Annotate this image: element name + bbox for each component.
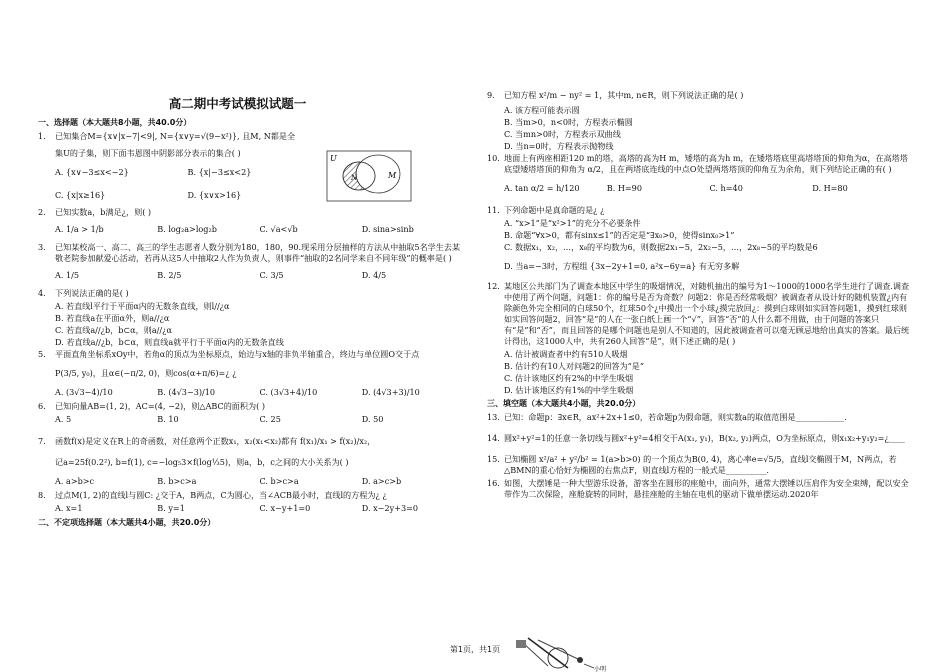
question-1-options-ab: A. {x∨−3≤x<−2} B. {x|−3≤x<2} [55, 167, 252, 177]
question-9-option-b: B. 当m>0，n<0时，方程表示椭圆 [504, 117, 633, 127]
question-5-options: A. (3√3−4)/10 B. (4√3−3)/10 C. (3√3+4)/10 D. (4√3+3)/10 [55, 387, 420, 397]
question-11-option-d: D. 当a=−3时，方程组 {3x−2y+1=0, a²x−6y=a} 有无穷多解 [504, 261, 740, 271]
question-9-option-c: C. 当mn>0时，方程表示双曲线 [504, 129, 621, 139]
question-4-option-a: A. 若直线l平行于平面α内的无数条直线，则l//¿α [55, 301, 230, 311]
figure-label: 小明 [594, 666, 607, 672]
question-15: 15. 已知椭圆 x²/a² + y²/b² = 1(a>b>0) 的一个顶点为B(0, 4)，离心率e=√5/5，直线l交椭圆于M，N两点，若△BMN的重心恰好为椭圆的右焦点F，则直线l方程的一般式是__________. [487, 454, 897, 475]
question-11-option-b: B. 命题“∀x>0，都有sinx≤1”的否定是“∃x₀>0，使得sinx₀>1” [504, 230, 735, 240]
question-8: 8. 过点M(1, 2)的直线l与圆C: ¿交于A，B两点，C为圆心，当∠ACB最小时，直线l的方程为¿ ¿ [38, 490, 387, 500]
question-12: 12. 某地区公共部门为了调查本地区中学生的吸烟情况，对随机抽出的编号为1～1000的1000名学生进行了调查.调查中使用了两个问题，问题1：你的编号是否为奇数？问题2：你是否经常吸烟？被调查者从设计好的随机装置¿内有除颜色外完全相同的白球50个，红球50个¿中摸出一个小球¿摸完放回¿：摸到白球则如实回答问题1，摸到红球则如实回答问题2，回答“是”的人在一张白纸上画一个“√”，回答“否”的人什么都不用做，由于问题的答案只有“是”和“否”，而且回答的是哪个问题也是别人不知道的，因此被调查者可以毫无顾忌地给出真实的答案。最后统计得出，这1000人中，共有260人回答“是”，则下述正确的是( ) [487, 281, 910, 346]
question-3: 3. 已知某校高一、高二、高三的学生志愿者人数分别为180，180，90.现采用分层抽样的方法从中抽取5名学生去某敬老院参加献爱心活动，若再从这5人中抽取2人作为负责人，则事件“抽取的2名同学来自不同年级”的概率是( ) [38, 242, 461, 263]
question-1-options-cd: C. {x|x≥16} D. {x∨x>16} [55, 190, 242, 200]
question-1: 1. 已知集合M={x∨|x−7|<9|, N={x∨y=√(9−x²)}, 且M, N都是全 [38, 131, 296, 141]
question-8-options: A. x=1 B. y=1 C. x−y+1=0 D. x−2y+3=0 [55, 503, 419, 513]
page-title: 高二期中考试模拟试题一 [168, 96, 307, 111]
question-16: 16. 如图，大摆锤是一种大型游乐设备，游客坐在圆形的座舱中，面向外，通常大摆锤以压肩作为安全束缚，配以安全带作为二次保险，座舱旋转的同时，悬挂座舱的主轴在电机的驱动下做单摆运动.2020年 [487, 478, 909, 499]
question-9-option-d: D. 当n=0时，方程表示抛物线 [504, 141, 614, 151]
question-10-options: A. tan α/2 = h/120 B. H=90 C. h=40 D. H=80 [504, 183, 848, 193]
right-column [487, 90, 915, 502]
question-14: 14. 圆x²+y²=1的任意一条切线与圆x²+y²=4相交于A(x₁, y₁)，B(x₂, y₂)两点，O为坐标原点，则x₁x₂+y₁y₂=¿____ [487, 433, 905, 443]
question-12-option-d: D. 估计该地区约有1%的中学生吸烟 [504, 385, 634, 395]
question-4-option-d: D. 若直线a//¿b，b⊂α，则直线a就平行于平面α内的无数条直线 [55, 337, 284, 347]
venn-label-u: U [330, 154, 337, 163]
question-9: 9. 已知方程 x²/m − ny² = 1，其中m, n∈R，则下列说法正确的是( ) [487, 90, 744, 100]
question-2-options: A. 1/a > 1/b B. log₂a>log₂b C. √a<√b D. sina>sinb [55, 224, 414, 234]
question-4: 4. 下列说法正确的是( ) [38, 288, 129, 298]
question-3-options: A. 1/5 B. 2/5 C. 3/5 D. 4/5 [55, 270, 387, 280]
pendulum-ride-figure [498, 636, 608, 672]
section-heading-1: 一、选择题（本大题共8小题，共40.0分） [38, 118, 192, 127]
question-6-options: A. 5 B. 10 C. 25 D. 50 [55, 414, 384, 424]
question-7: 7. 函数f(x)是定义在R上的奇函数，对任意两个正数x₁，x₂(x₁<x₂)都有 f(x₁)/x₁ > f(x₂)/x₂， [38, 436, 376, 446]
question-11: 11. 下列命题中是真命题的是¿ ¿ [487, 205, 605, 215]
question-10: 10. 地面上有两座相距120 m的塔，高塔的高为H m，矮塔的高为h m，在矮塔塔底里高塔塔顶的仰角为α，在高塔塔底望矮塔塔顶的仰角为 α/2，且在两塔底连线的中点O处望两塔塔顶的仰角互为余角，则下列结论正确的有( ) [487, 153, 908, 174]
section-heading-2: 二、不定项选择题（本大题共4小题，共20.0分） [38, 518, 216, 527]
question-12-option-a: A. 估计被调查者中约有510人吸烟 [504, 349, 628, 359]
question-4-option-b: B. 若直线a在平面α外，则a//¿α [55, 313, 170, 323]
question-6: 6. 已知向量AB=(1, 2)，AC=(4, −2)，则△ABC的面积为( ) [38, 401, 265, 411]
question-5-line2: P(3/5, y₀)，且α∈(−π/2, 0)，则cos(α+π/6)=¿ ¿ [55, 368, 237, 378]
question-11-option-a: A. “x>1”是“x²>1”的充分不必要条件 [504, 218, 641, 228]
question-7-options: A. a>b>c B. b>c>a C. b>c>a D. a>c>b [55, 476, 402, 486]
question-13: 13. 已知：命题p：∃x∈R，ax²+2x+1≤0，若命题p为假命题，则实数a的取值范围是____________. [487, 412, 847, 422]
question-9-option-a: A. 该方程可能表示圆 [504, 105, 580, 115]
venn-diagram [326, 150, 412, 202]
venn-label-m: M [388, 171, 397, 180]
section-heading-3: 三、填空题（本大题共4小题，共20.0分） [487, 399, 641, 408]
question-7-line2: 记a=25f(0.2²), b=f(1), c=−log₅3×f(log⅓5)，则a，b，c之间的大小关系为( ) [55, 457, 349, 467]
question-11-option-c: C. 数据x₁，x₂，…，x₈的平均数为6，则数据2x₁−5，2x₂−5，…，2x₈−5的平均数是6 [504, 242, 818, 252]
question-4-option-c: C. 若直线a//¿b，b⊂α，则a//¿α [55, 325, 172, 335]
venn-label-n: N [351, 174, 358, 182]
question-12-option-b: B. 估计约有10人对问题2的回答为“是” [504, 361, 645, 371]
page-footer: 第1页，共1页 [449, 645, 501, 654]
question-2: 2. 已知实数a，b满足¿，则( ) [38, 207, 152, 217]
question-12-option-c: C. 估计该地区约有2%的中学生吸烟 [504, 373, 634, 383]
question-1-line2: 集U的子集，则下面韦恩图中阴影部分表示的集合( ) [55, 148, 241, 158]
question-5: 5. 平面直角坐标系xOy中，若角α的顶点为坐标原点，始边与x轴的非负半轴重合，终边与单位圆O交于点 [38, 349, 420, 359]
